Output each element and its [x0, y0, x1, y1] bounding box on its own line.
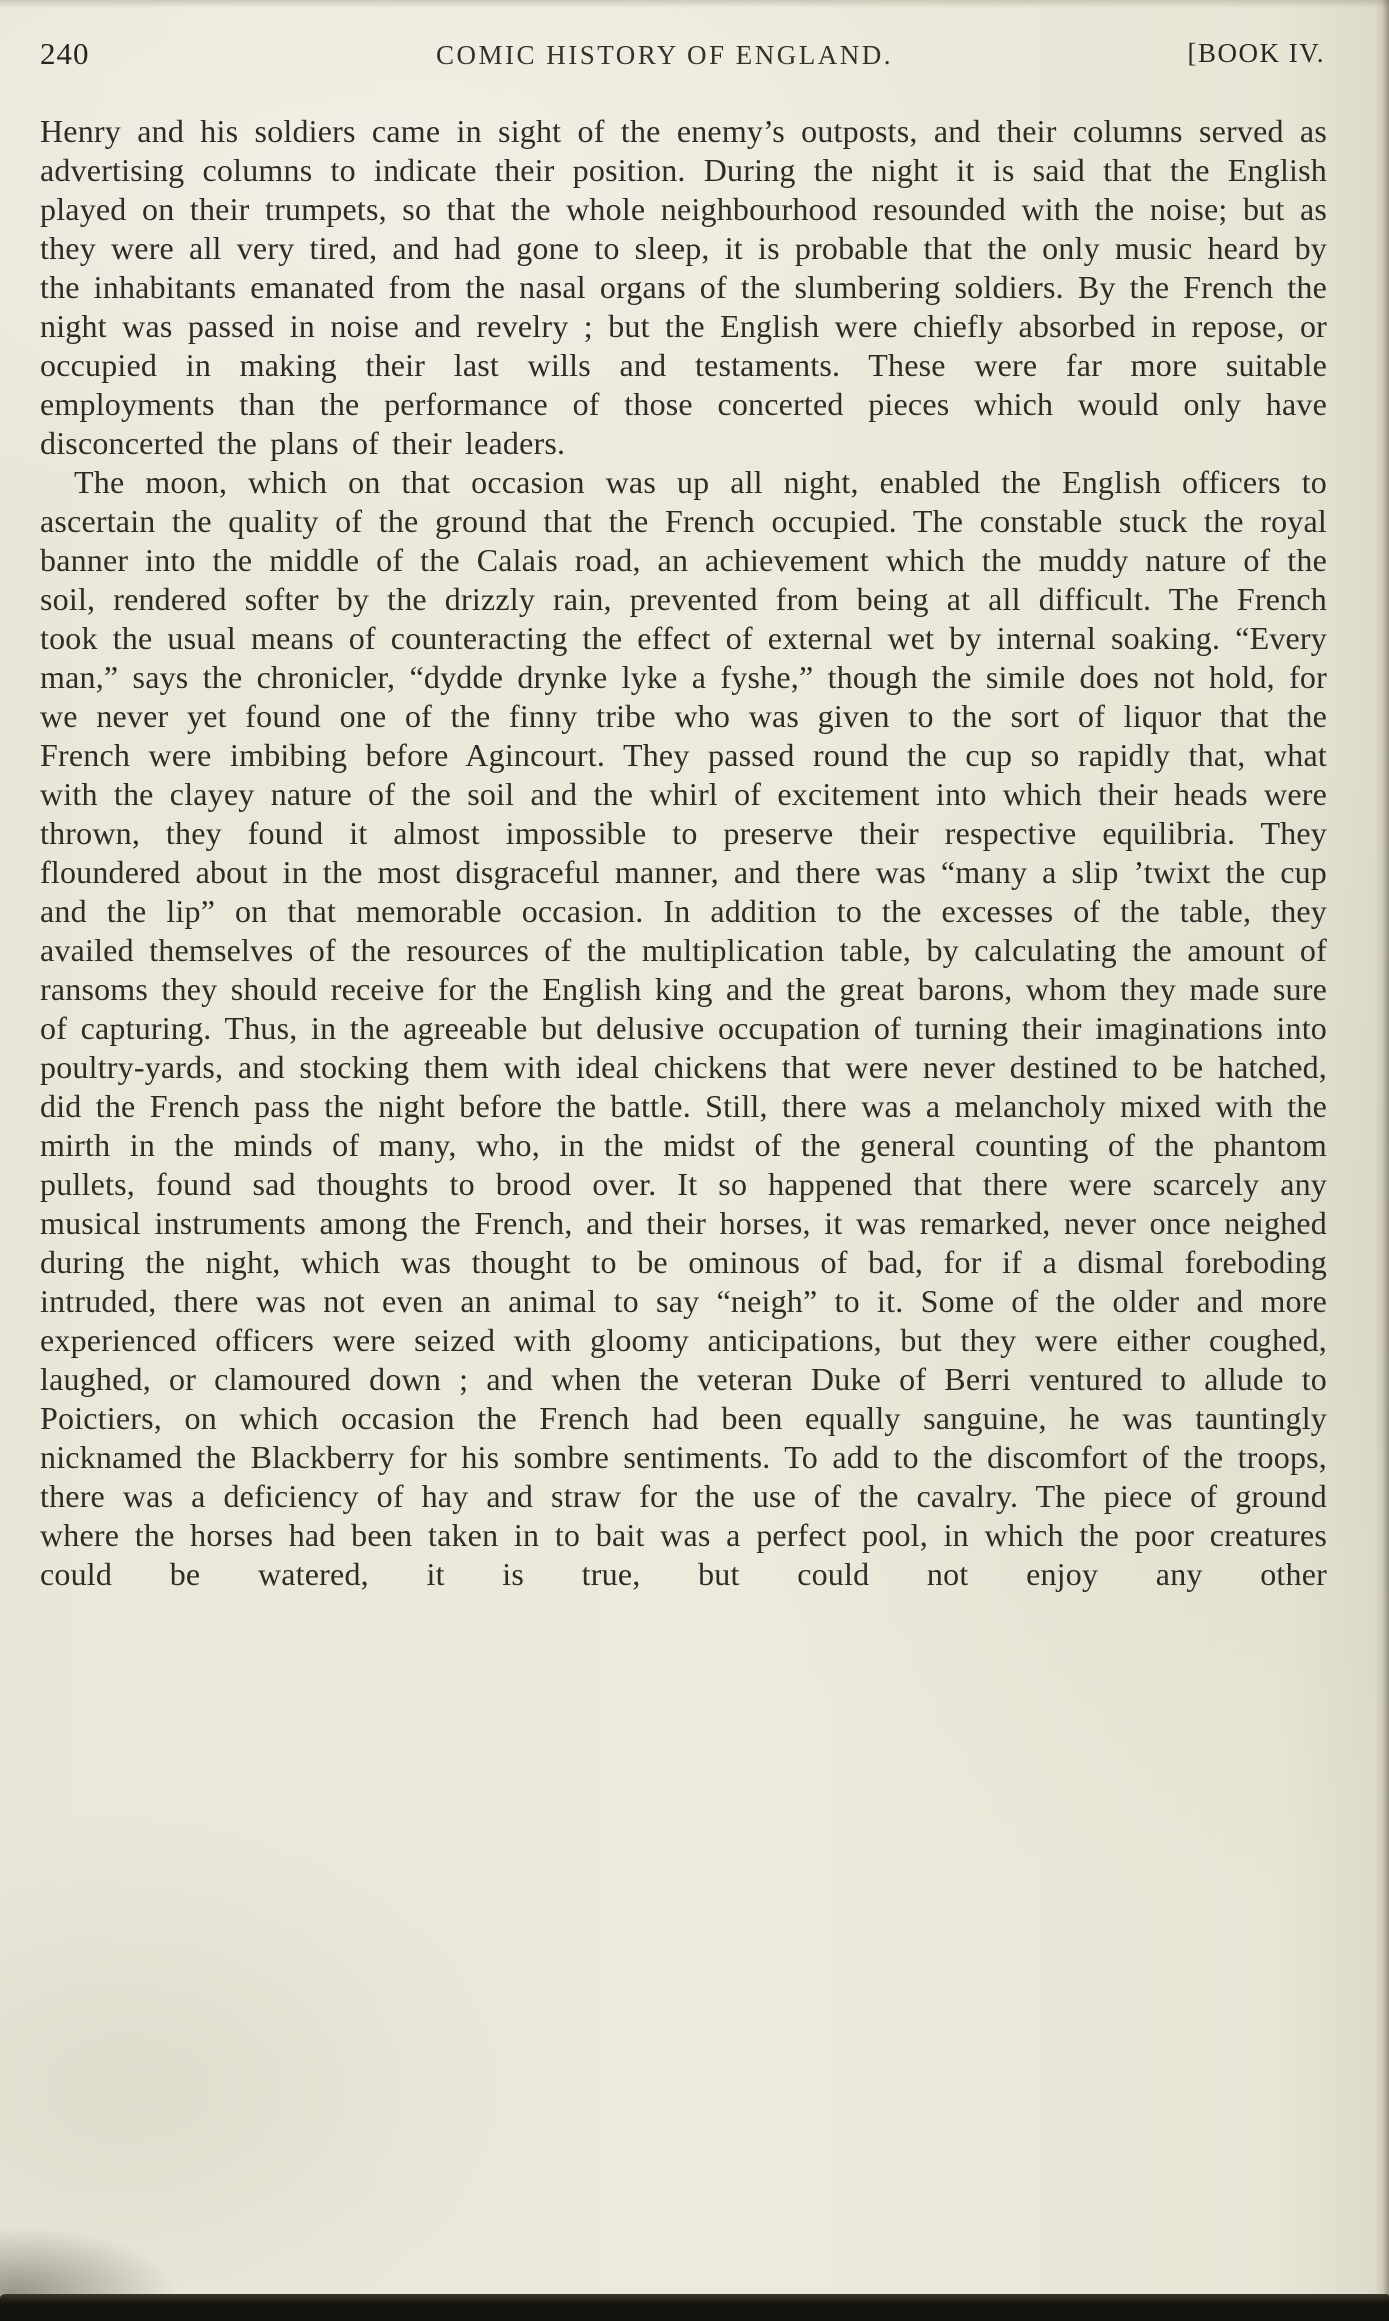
page-body: [0, 112, 1389, 1594]
paragraph: The moon, which on that occasion was up all night, enabled the English officers to ascertain the quality of the ground that the French occupied. The constable stuck the royal banner into the middle of the Calais road, an achievement which the muddy nature of the soil, rendered softer by the drizzly rain, prevented from being at all difficult. The French took the usual means of counteracting the effect of external wet by internal soaking. “Every man,” says the chronicler, “dydde drynke lyke a fyshe,” though the simile does not hold, for we never yet found one of the finny tribe who was given to the sort of liquor that the French were imbibing before Agincourt. They passed round the cup so rapidly that, what with the clayey nature of the soil and the whirl of excitement into which their heads were thrown, they found it almost impossible to preserve their respective equilibria. They floundered about in the most disgraceful manner, and there was “many a slip ’twixt the cup and the lip” on that memorable occasion. In addition to the excesses of the table, they availed themselves of the resources of the multiplication table, by calculating the amount of ransoms they should receive for the English king and the great barons, whom they made sure of capturing. Thus, in the agreeable but delusive occupation of turning their imaginations into poultry-yards, and stocking them with ideal chickens that were never destined to be hatched, did the French pass the night before the battle. Still, there was a melancholy mixed with the mirth in the minds of many, who, in the midst of the general counting of the phantom pullets, found sad thoughts to brood over. It so happened that there were scarcely any musical instruments among the French, and their horses, it was remarked, never once neighed during the night, which was thought to be ominous of bad, for if a dismal foreboding intruded, there was not even an animal to say “neigh” to it. Some of the older and more experienced officers were seized with gloomy anticipations, but they were either coughed, laughed, or clamoured down ; and when the veteran Duke of Berri ventured to allude to Poictiers, on which occasion the French had been equally sanguine, he was tauntingly nicknamed the Blackberry for his sombre sentiments. To add to the discomfort of the troops, there was a deficiency of hay and straw for the use of the cavalry. The piece of ground where the horses had been taken in to bait was a perfect pool, in which the poor creatures could be watered, it is true, but could not enjoy any other: [40, 464, 1327, 1592]
paragraph: Henry and his soldiers came in sight of the enemy’s outposts, and their columns served as advertising columns to indicate their position. During the night it is said that the English played on their trumpets, so that the whole neighbourhood resounded with the noise; but as they were all very tired, and had gone to sleep, it is probable that the only music heard by the inhabitants emanated from the nasal organs of the slumbering soldiers. By the French the night was passed in noise and revelry ; but the English were chiefly absorbed in repose, or occupied in making their last wills and testaments. These were far more suitable employments than the performance of those concerted pieces which would only have disconcerted the plans of their leaders.: [40, 113, 1327, 461]
page-header: [0, 0, 1389, 112]
running-title: COMIC HISTORY OF ENGLAND.: [435, 40, 894, 70]
scan-corner-smudge: [0, 2221, 190, 2311]
scan-edge-bottom: [0, 2294, 1389, 2321]
page-number: 240: [40, 36, 90, 71]
book-section-label: [BOOK IV.: [1187, 38, 1325, 68]
